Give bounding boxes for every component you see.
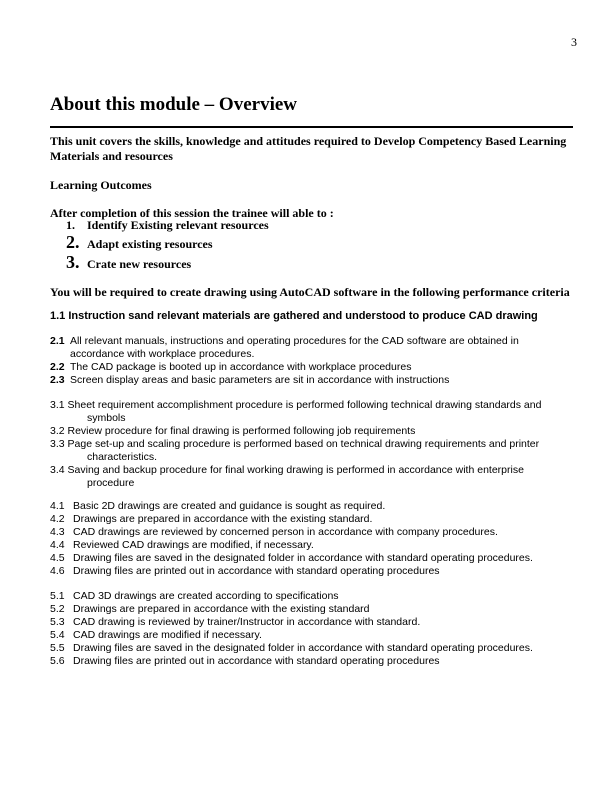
criteria-text-continued: accordance with workplace procedures. bbox=[70, 348, 255, 360]
criteria-text: Basic 2D drawings are created and guidance is sought as required. bbox=[73, 500, 386, 512]
criteria-item bbox=[50, 565, 580, 578]
criteria-item bbox=[50, 425, 580, 438]
criteria-number: 4.3 bbox=[50, 526, 65, 538]
criteria-number: 4.4 bbox=[50, 539, 65, 551]
criteria-item bbox=[50, 464, 580, 490]
criteria-text: CAD 3D drawings are created according to specifications bbox=[73, 590, 339, 602]
learning-outcome-item bbox=[66, 252, 191, 273]
criteria-item bbox=[50, 539, 580, 552]
criteria-item bbox=[50, 438, 580, 464]
criteria-number: 2.3 bbox=[50, 374, 65, 386]
criteria-item bbox=[50, 335, 580, 361]
criteria-text: 3.4 Saving and backup procedure for final working drawing is performed in accordance with enterprise bbox=[50, 464, 524, 476]
criteria-text: 3.3 Page set-up and scaling procedure is performed based on technical drawing requirements and printer bbox=[50, 438, 540, 450]
criteria-text: Reviewed CAD drawings are modified, if necessary. bbox=[73, 539, 314, 551]
outcome-number: 3. bbox=[66, 252, 80, 272]
learning-outcome-item bbox=[66, 218, 269, 233]
criteria-item bbox=[50, 399, 580, 425]
outcome-text: Adapt existing resources bbox=[87, 237, 213, 251]
criteria-text: Drawing files are saved in the designated folder in accordance with standard operating procedures. bbox=[73, 642, 533, 654]
criteria-text: Drawing files are saved in the designated folder in accordance with standard operating procedures. bbox=[73, 552, 533, 564]
outcome-number: 2. bbox=[66, 232, 80, 252]
criteria-item bbox=[50, 361, 580, 374]
criteria-text: CAD drawing is reviewed by trainer/Instructor in accordance with standard. bbox=[73, 616, 421, 628]
criteria-number: 4.2 bbox=[50, 513, 65, 525]
criteria-text-continued: symbols bbox=[87, 412, 126, 424]
criteria-item bbox=[50, 616, 580, 629]
criteria-item bbox=[50, 642, 580, 655]
criteria-number: 2.1 bbox=[50, 335, 65, 347]
learning-outcome-item bbox=[66, 232, 213, 253]
module-intro: This unit covers the skills, knowledge and attitudes required to Develop Competency Based Learning Materials and resources bbox=[50, 134, 567, 163]
criteria-item bbox=[50, 603, 580, 616]
criteria-number: 5.4 bbox=[50, 629, 65, 641]
page-number: 3 bbox=[571, 35, 577, 49]
criteria-text: All relevant manuals, instructions and operating procedures for the CAD software are obtained in bbox=[70, 335, 519, 347]
criteria-text-continued: characteristics. bbox=[87, 451, 158, 463]
criteria-subheading: 1.1 Instruction sand relevant materials are gathered and understood to produce CAD drawing bbox=[50, 310, 538, 322]
criteria-text: CAD drawings are modified if necessary. bbox=[73, 629, 262, 641]
criteria-text: Drawing files are printed out in accordance with standard operating procedures bbox=[73, 565, 440, 577]
criteria-text: CAD drawings are reviewed by concerned person in accordance with company procedures. bbox=[73, 526, 498, 538]
criteria-number: 5.1 bbox=[50, 590, 65, 602]
criteria-text: Drawings are prepared in accordance with the existing standard bbox=[73, 603, 370, 615]
title-divider bbox=[50, 126, 573, 128]
criteria-text: 3.2 Review procedure for final drawing is performed following job requirements bbox=[50, 425, 416, 437]
criteria-item bbox=[50, 552, 580, 565]
criteria-item bbox=[50, 526, 580, 539]
criteria-number: 2.2 bbox=[50, 361, 65, 373]
criteria-item bbox=[50, 655, 580, 668]
criteria-text: Drawing files are printed out in accordance with standard operating procedures bbox=[73, 655, 440, 667]
performance-criteria-intro: You will be required to create drawing using AutoCAD software in the following performance criteria bbox=[50, 285, 570, 299]
learning-outcomes-heading: Learning Outcomes bbox=[50, 178, 152, 192]
page-title: About this module – Overview bbox=[50, 94, 297, 115]
criteria-text: The CAD package is booted up in accordance with workplace procedures bbox=[70, 361, 412, 373]
criteria-text: Screen display areas and basic parameters are sit in accordance with instructions bbox=[70, 374, 450, 386]
criteria-number: 4.1 bbox=[50, 500, 65, 512]
criteria-number: 5.3 bbox=[50, 616, 65, 628]
criteria-text: Drawings are prepared in accordance with the existing standard. bbox=[73, 513, 373, 525]
criteria-item bbox=[50, 590, 580, 603]
learning-outcomes-intro: After completion of this session the trainee will able to : bbox=[50, 206, 334, 220]
criteria-number: 5.6 bbox=[50, 655, 65, 667]
outcome-number: 1. bbox=[66, 218, 75, 232]
criteria-item bbox=[50, 513, 580, 526]
criteria-number: 4.6 bbox=[50, 565, 65, 577]
criteria-item bbox=[50, 629, 580, 642]
criteria-number: 5.2 bbox=[50, 603, 65, 615]
criteria-text-continued: procedure bbox=[87, 477, 135, 489]
criteria-text: 3.1 Sheet requirement accomplishment procedure is performed following technical drawing standards and bbox=[50, 399, 542, 411]
outcome-text: Crate new resources bbox=[87, 257, 192, 271]
criteria-item bbox=[50, 500, 580, 513]
outcome-text: Identify Existing relevant resources bbox=[87, 218, 269, 232]
criteria-number: 4.5 bbox=[50, 552, 65, 564]
criteria-number: 5.5 bbox=[50, 642, 65, 654]
criteria-item bbox=[50, 374, 580, 387]
